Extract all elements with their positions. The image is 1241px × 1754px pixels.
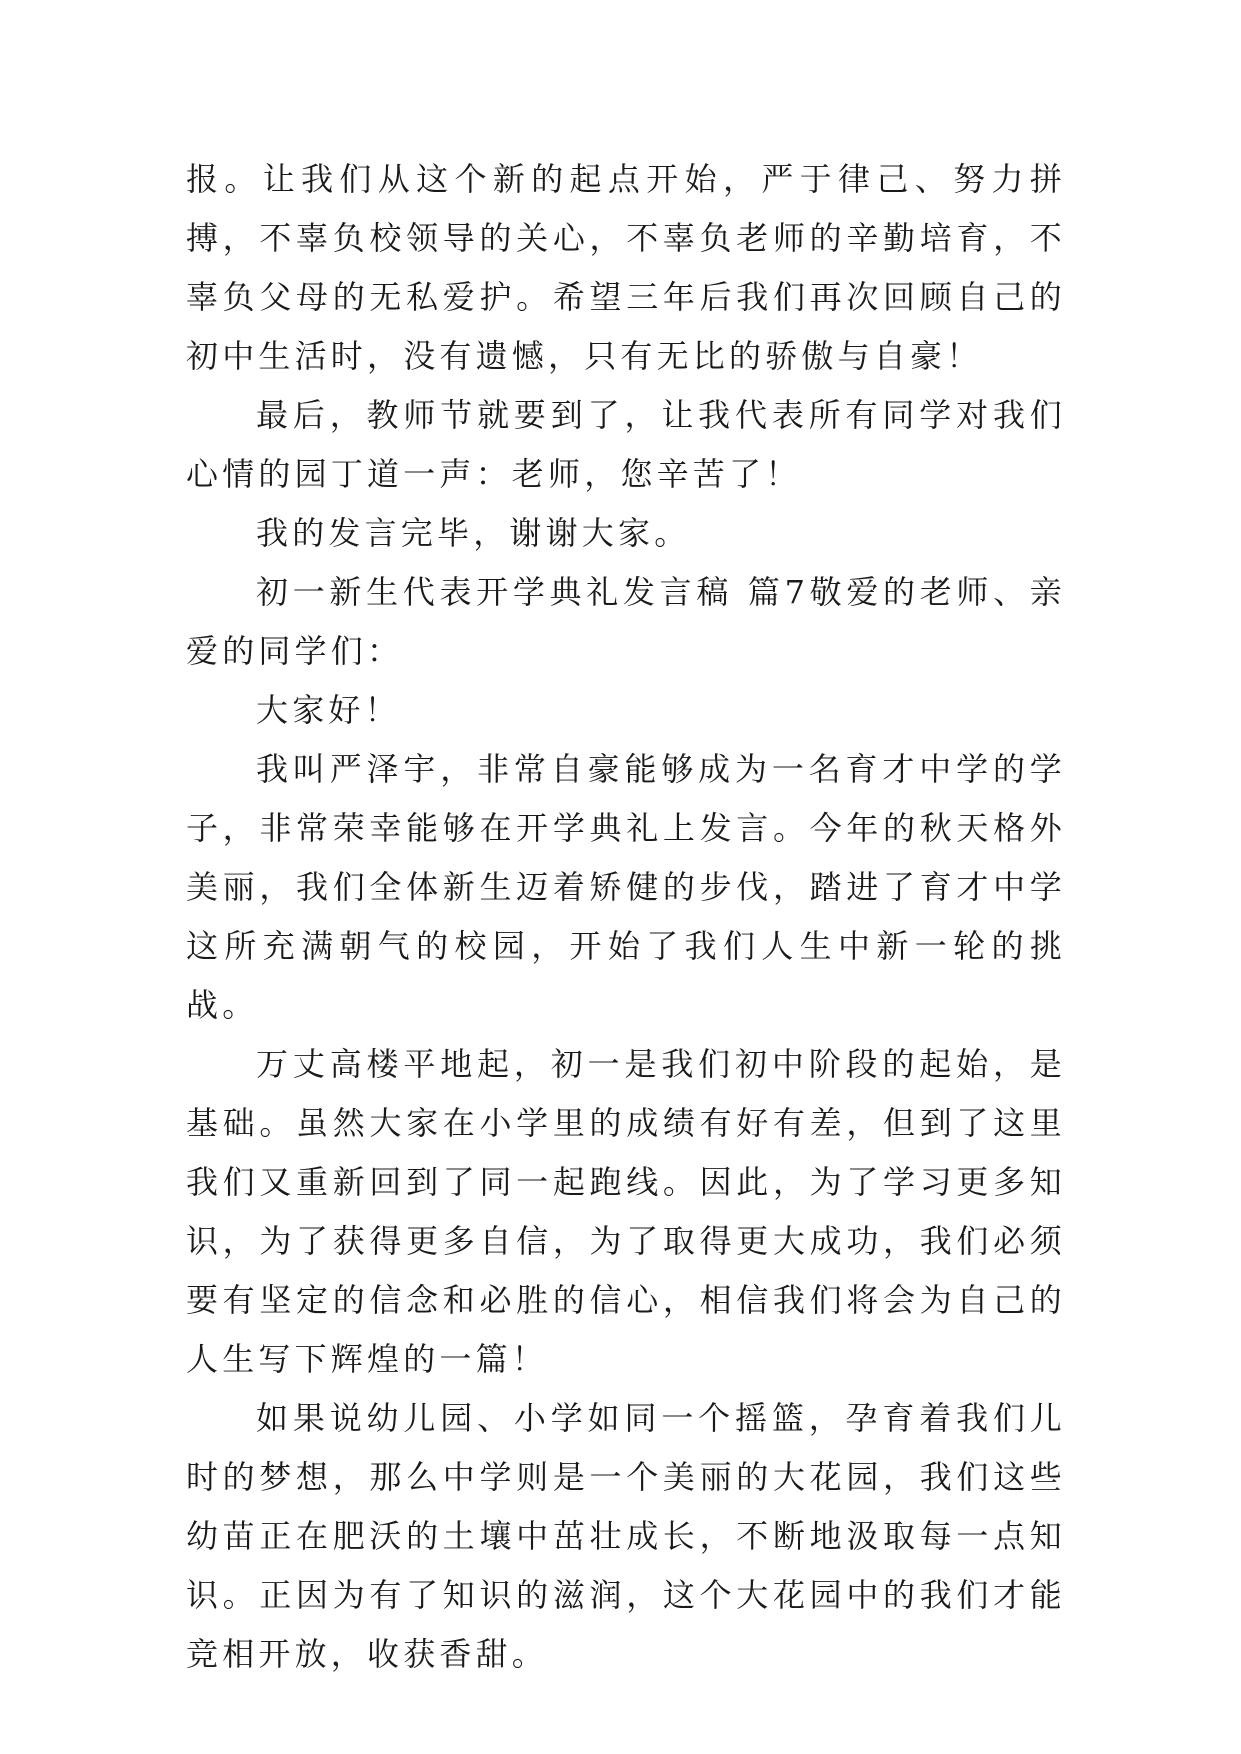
paragraph: 如果说幼儿园、小学如同一个摇篮，孕育着我们儿时的梦想，那么中学则是一个美丽的大花园，我们这些幼苗正在肥沃的土壤中茁壮成长，不断地汲取每一点知识。正因为有了知识的滋润，这个大花园中的我们才能竞相开放，收获香甜。 [186, 1399, 1066, 1673]
paragraph: 万丈高楼平地起，初一是我们初中阶段的起始，是基础。虽然大家在小学里的成绩有好有差，但到了这里我们又重新回到了同一起跑线。因此，为了学习更多知识，为了获得更多自信，为了取得更大成功，我们必须要有坚定的信念和必胜的信心，相信我们将会为自己的人生写下辉煌的一篇！ [186, 1045, 1066, 1378]
document-body [186, 150, 1066, 1684]
paragraph: 报。让我们从这个新的起点开始，严于律己、努力拼搏，不辜负校领导的关心，不辜负老师的辛勤培育，不辜负父母的无私爱护。希望三年后我们再次回顾自己的初中生活时，没有遗憾，只有无比的骄傲与自豪！ [186, 160, 1066, 375]
paragraph-greeting: 大家好！ [256, 691, 401, 729]
paragraph-section-heading: 初一新生代表开学典礼发言稿 篇7敬爱的老师、亲爱的同学们： [186, 573, 1066, 670]
paragraph: 我的发言完毕，谢谢大家。 [256, 514, 691, 552]
paragraph: 我叫严泽宇，非常自豪能够成为一名育才中学的学子，非常荣幸能够在开学典礼上发言。今年的秋天格外美丽，我们全体新生迈着矫健的步伐，踏进了育才中学这所充满朝气的校园，开始了我们人生中新一轮的挑战。 [186, 750, 1066, 1024]
paragraph: 最后，教师节就要到了，让我代表所有同学对我们心情的园丁道一声：老师，您辛苦了！ [186, 396, 1066, 493]
